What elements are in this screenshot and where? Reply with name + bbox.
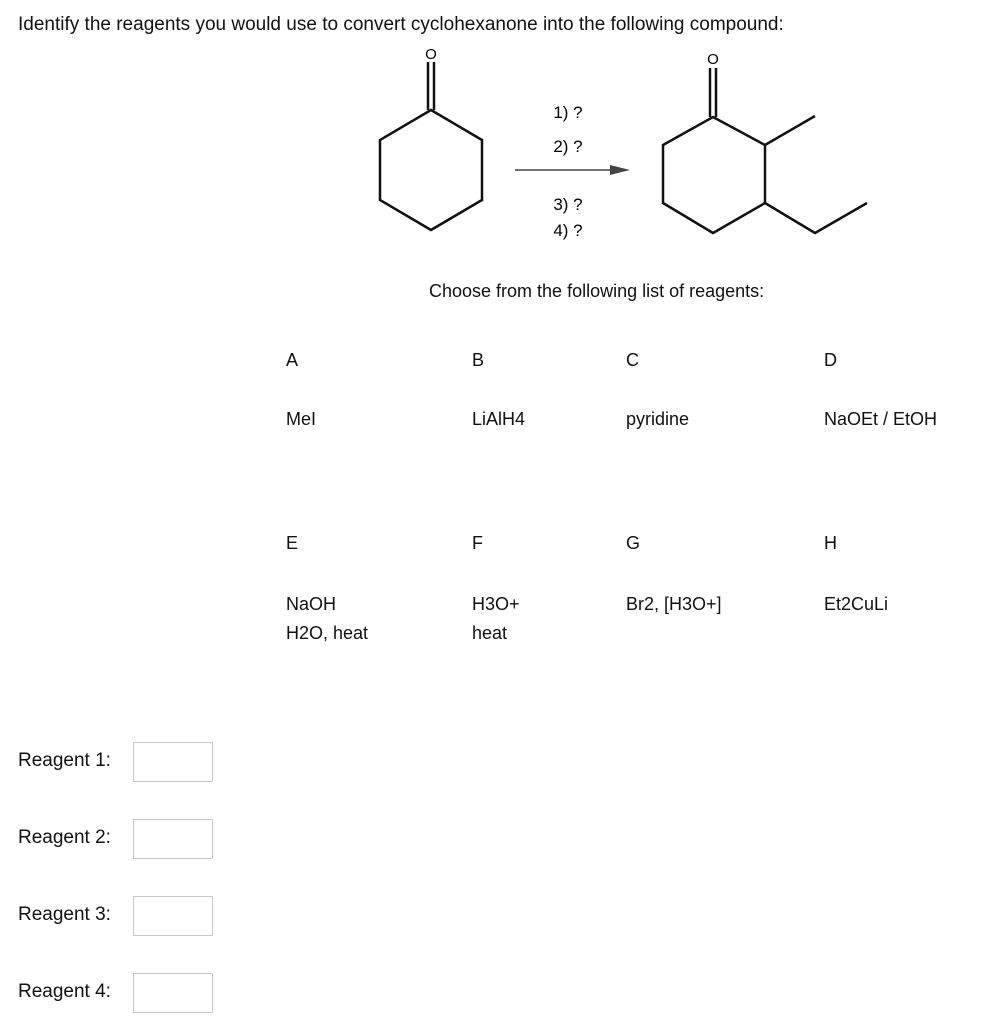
reagent-text-b [472,405,525,434]
reagent-line-1: pyridine [626,409,690,429]
reagent-letter-g: G [626,533,641,553]
reagent-letter-c: C [626,350,639,370]
reagent-2-input[interactable] [133,819,213,859]
reagent-line-1: H3O+ [472,594,520,614]
reagent-text-d [824,405,937,434]
reagent-letter-d: D [824,350,837,370]
reagent-line-2: heat [472,623,508,643]
reagent-line-2: H2O, heat [286,623,369,643]
reagent-letter-b: B [472,350,485,370]
reagent-text-a [286,405,316,434]
reagent-4-input[interactable] [133,973,213,1013]
oxygen-label-left: O [425,46,437,63]
step-4: 4) ? [553,221,583,240]
oxygen-label-right: O [707,51,719,68]
reagent-line-1: NaOH [286,594,337,614]
reagent-letter-f: F [472,533,483,553]
reagent-line-1: Br2, [H3O+] [626,594,722,614]
reaction-scheme [0,0,990,260]
reaction-arrow [515,165,630,175]
reagent-letter-e: E [286,533,299,553]
reagent-3-input[interactable] [133,896,213,936]
reagent-line-1: LiAlH4 [472,409,526,429]
reagent-letter-h: H [824,533,837,553]
reagent-text-f [472,590,520,648]
reagent-letter-a: A [286,350,299,370]
reagent-1-input[interactable] [133,742,213,782]
reagent-4-label: Reagent 4: [18,981,111,1002]
reagent-line-1: Et2CuLi [824,594,889,614]
product-structure [663,68,867,233]
reagent-text-c [626,405,689,434]
reagent-1-label: Reagent 1: [18,750,111,771]
step-1: 1) ? [553,103,583,122]
reagent-text-e [286,590,368,648]
reagent-line-1: NaOEt / EtOH [824,409,938,429]
cyclohexanone-structure [380,62,482,230]
step-3: 3) ? [553,195,583,214]
reagent-3-label: Reagent 3: [18,904,111,925]
choose-text: Choose from the following list of reagents: [429,281,765,301]
reagent-text-g [626,590,722,619]
reagent-line-1: MeI [286,409,317,429]
reagent-2-label: Reagent 2: [18,827,111,848]
reagent-text-h [824,590,888,619]
question-text: Identify the reagents you would use to convert cyclohexanone into the following compound: [18,14,784,35]
step-2: 2) ? [553,137,583,156]
